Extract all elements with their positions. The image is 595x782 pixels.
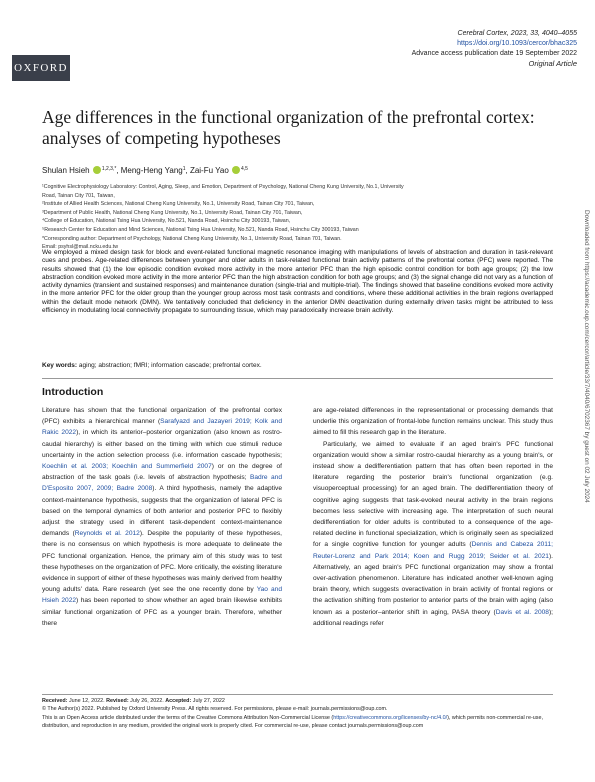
license-link[interactable]: https://creativecommons.org/licenses/by-nc/4.0/ — [333, 714, 448, 721]
affiliation: ⁵Research Center for Education and Mind Sciences, National Tsing Hua University, No.521, Nanda Road, Hsinchu City 300193, Taiwan — [42, 226, 359, 233]
affiliation: ²Institute of Allied Health Sciences, National Cheng Kung University, No.1, University Road, Tainan City 701, Taiwan, — [42, 201, 315, 208]
download-watermark: Downloaded from https://academic.oup.com/cercor/article/33/7/4040/6702367 by guest on 02 July 2024 — [583, 210, 590, 503]
journal-meta — [412, 29, 577, 69]
affiliation: ¹Cognitive Electrophysiology Laboratory: Control, Aging, Sleep, and Emotion, Department of Psychology, National Cheng Kung University, No.1, University — [42, 184, 404, 190]
divider — [42, 694, 553, 695]
keywords — [42, 362, 262, 369]
article-type: Original Article — [528, 59, 577, 68]
citation-link[interactable]: Koechlin et al. 2003; Koechlin and Summerfield 2007 — [42, 463, 212, 471]
corresponding-author: *Corresponding author: Department of Psychology, National Cheng Kung University, No.1, University Road, Tainan 701, Taiwan. — [42, 235, 342, 242]
section-heading-introduction: Introduction — [42, 386, 104, 398]
keywords-label: Key words: — [42, 362, 78, 369]
keywords-text: aging; abstraction; fMRI; information cascade; prefrontal cortex. — [77, 362, 262, 369]
affiliation: Road, Tainan City 701, Taiwan, — [42, 192, 115, 199]
affiliation: ³Department of Public Health, National Cheng Kung University, No.1, University Road, Tainan City 701, Taiwan, — [42, 209, 303, 216]
journal-citation: Cerebral Cortex, 2023, 33, 4040–4055 — [457, 30, 577, 37]
corresponding-email[interactable]: Email: psyhsl@mail.ncku.edu.tw — [42, 244, 119, 251]
article-footer — [42, 697, 553, 730]
article-title: Age differences in the functional organization of the prefrontal cortex: analyses of competing hypotheses — [42, 107, 535, 148]
copyright-line: © The Author(s) 2022. Published by Oxford University Press. All rights reserved. For permissions, please e-mail: journals.permissions@oup.com. — [42, 706, 388, 713]
oxford-logo: OXFORD — [12, 55, 70, 81]
citation-link[interactable]: Dennis and Cabeza 2011; Reuter-Lorenz and Park 2014; Koen and Rugg 2019; Seider et al. 2021 — [313, 541, 553, 560]
body-column-right — [313, 405, 553, 629]
access-date: Advance access publication date 19 September 2022 — [411, 50, 577, 57]
author-name[interactable]: , Zai-Fu Yao — [185, 166, 229, 175]
author-list — [42, 166, 248, 175]
orcid-icon[interactable] — [232, 166, 240, 174]
dates-line: Received: June 12, 2022. Revised: July 26, 2022. Accepted: July 27, 2022 — [42, 698, 225, 704]
orcid-icon[interactable] — [93, 166, 101, 174]
affiliations — [42, 183, 552, 252]
affiliation: ⁴College of Education, National Tsing Hua University, No.521, Nanda Road, Hsinchu City 300193, Taiwan, — [42, 218, 291, 225]
paragraph: Literature has shown that the functional organization of the prefrontal cortex (PFC) exhibits a hierarchical manner (Sarafyazd and Jazayeri 2019; Kolk and Rakic 2022), in which its anterior–posterior organization (also known as rostro-caudal hierarchy) is either based on the timing with which cue stimuli reduce uncertainty in the action selection process (i.e. information cascade hypothesis; Koechlin et al. 2003; Koechlin and Summerfield 2007) or on the degree of abstraction of the task goals (i.e. levels of abstraction hypothesis; Badre and D'Esposito 2007, 2009; Badre 2008). A third hypothesis, namely the adaptive context-maintenance hypothesis, suggests that the organization of lateral PFC is based on the temporal dynamics of both anterior and posterior PFC to flexibly adjust the strategy used in different task-dependent context-maintenance demands (Reynolds et al. 2012). Despite the popularity of these hypotheses, there is no consensus on which hypothesis is more adequate to delineate the PFC functional organization. Hence, the primary aim of this study was to test these hypotheses on the organization of PFC. More critically, the existing literature evidence in support of either of these hypotheses was mainly derived from healthy young adults' data. Rare research (yet see the one recently done by Yao and Hsieh 2022) has been reported to show whether an aged brain likewise exhibits similar functional organization of PFC as a younger brain. Therefore, whether there — [42, 407, 283, 627]
paragraph: are age-related differences in the representational or processing demands that underlie this organization of frontal-lobe function remains unclear. This study thus aimed to fill this research gap in the literature. — [313, 407, 553, 437]
author-name[interactable]: Shulan Hsieh — [42, 166, 90, 175]
divider — [42, 378, 553, 379]
author-sup: 4,5 — [241, 166, 248, 172]
citation-link[interactable]: Badre and D'Esposito 2007, 2009; Badre 2008 — [42, 474, 282, 493]
citation-link[interactable]: Sarafyazd and Jazayeri 2019; Kolk and Rakic 2022 — [42, 418, 282, 437]
author-sup: 1,2,3,* — [101, 166, 117, 172]
author-name[interactable]: , Meng-Heng Yang — [116, 166, 183, 175]
citation-link[interactable]: Yao and Hsieh 2022 — [42, 586, 283, 605]
body-column-left — [42, 405, 282, 629]
doi-link[interactable]: https://doi.org/10.1093/cercor/bhac325 — [457, 40, 577, 47]
license-text: This is an Open Access article distributed under the terms of the Creative Commons Attribution Non-Commercial License (https://creativecommons.org/licenses/by-nc/4.0/), which permits non-commercial re-use, distribution, and reproduction in any medium, provided the original work is properly cited. For commercial re-use, please contact journals.permissions@oup.com — [42, 714, 543, 729]
paragraph: Particularly, we aimed to evaluate if an aged brain's PFC functional organization would show a similar rostro-caudal hierarchy as a young brain's, or instead show a dedifferentiation pattern that has often been reported in the literature regarding the posterior brain's functional organization (e.g. visuoperceptual processing) for an aged brain. The dedifferentiation theory of cognitive aging suggests that task-evoked neural activity in the brain regions becomes less selective with increasing age. The interpretation of such neural dedifferentiation for older adults is contributed to a consequence of the age-related decline in functional specialization, which is originally seen as specialized for a single cognitive function for younger adults (Dennis and Cabeza 2011; Reuter-Lorenz and Park 2014; Koen and Rugg 2019; Seider et al. 2021). Alternatively, an aged brain's PFC functional organization may show a frontal over-activation phenomenon. Literature has indicated another well-known aging brain theory, which suggests overactivation in brain activity of frontal regions or the activation shifting from posterior to anterior parts of the brain with aging (also known as a posterior–anterior shift in aging, PASA theory (Davis et al. 2008); additional readings refer — [313, 440, 553, 627]
citation-link[interactable]: Reynolds et al. 2012 — [74, 530, 140, 538]
author-sup: 1 — [182, 166, 186, 172]
citation-link[interactable]: Davis et al. 2008 — [495, 608, 549, 616]
abstract: We employed a mixed design task for block and event-related functional magnetic resonance imaging with manipulations of levels of abstraction and duration in task-relevant cues and probes. Age-related differences between younger and older adults in task-related functional brain activity patterns of the prefrontal cortex (PFC) were reported. The results showed that (1) the low episodic condition evoked more activity in the more anterior PFC than the high episodic control condition for both age groups; (2) the low abstraction condition evoked more activity in the more anterior PFC than the high abstraction condition for both age groups; and (3) the signal change did not vary as a function of activity dynamics (transient and sustained responses) and maintenance duration (single-trial and multiple-trial). The findings showed that baseline conditions evoked more activity in the more anterior PFC for the older group than the younger group across most task contrasts and conditions, where these additional activities in the brain regions overlapped within the default mode network (DMN). We tentatively concluded that deficiency in the anterior DMN deactivation during externally driven tasks might be attributed to less efficiency in modulating local connectivity propagate to surrounding tissue, which may paradoxically increase brain activity. — [42, 249, 553, 315]
